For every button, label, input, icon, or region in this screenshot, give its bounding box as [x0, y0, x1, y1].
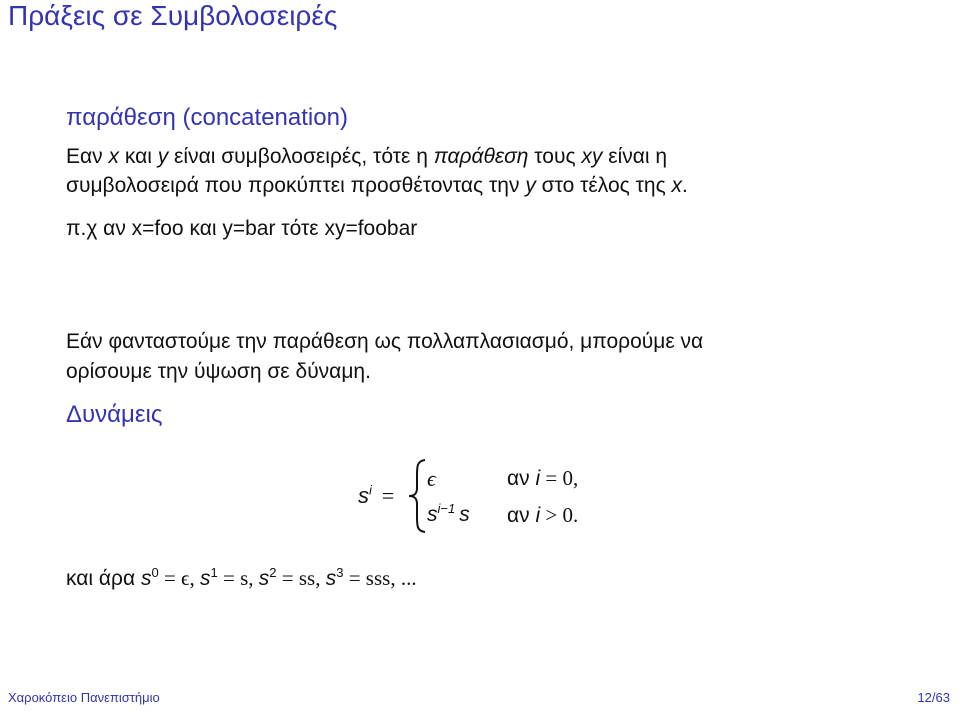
- conclusion-line: και άρα $s^0 = \epsilon$, $s^1 = s$, $s^2$ = ss, $s^3$ = sss, ...: [66, 565, 417, 590]
- footer-institution: Χαροκόπειο Πανεπιστήμιο: [8, 690, 160, 705]
- formula-lhs: $s^i$ =: [358, 482, 395, 508]
- definition-line-2: συμβολοσειρά που προκύπτει προσθέτοντας την y στο τέλος της x.: [66, 174, 688, 197]
- case1-condition: αν i = 0,: [507, 466, 579, 490]
- section-heading-powers: Δυνάμεις: [66, 401, 163, 428]
- slide-title: Πράξεις σε Συμβολοσειρές: [8, 0, 338, 31]
- case1-value: ϵ: [427, 466, 436, 491]
- case2-condition: αν i > 0.: [507, 503, 579, 527]
- power-intro-line-1: Εάν φανταστούμε την παράθεση ως πολλαπλασιασμό, μπορούμε να: [66, 330, 704, 353]
- section-heading-concatenation: παράθεση (concatenation): [66, 104, 348, 131]
- case2-value: $s^{i-1}$ s: [427, 501, 470, 526]
- example-line: π.χ αν x=foo και y=bar τότε xy=foobar: [66, 217, 418, 240]
- power-intro-line-2: ορίσουμε την ύψωση σε δύναμη.: [66, 360, 371, 383]
- footer-page-number: 12/63: [917, 690, 950, 705]
- definition-line-1: Εαν x και y είναι συμβολοσειρές, τότε η παράθεση τους xy είναι η: [66, 145, 668, 168]
- emphasized-term: παράθεση: [433, 145, 529, 168]
- left-brace: [407, 458, 429, 534]
